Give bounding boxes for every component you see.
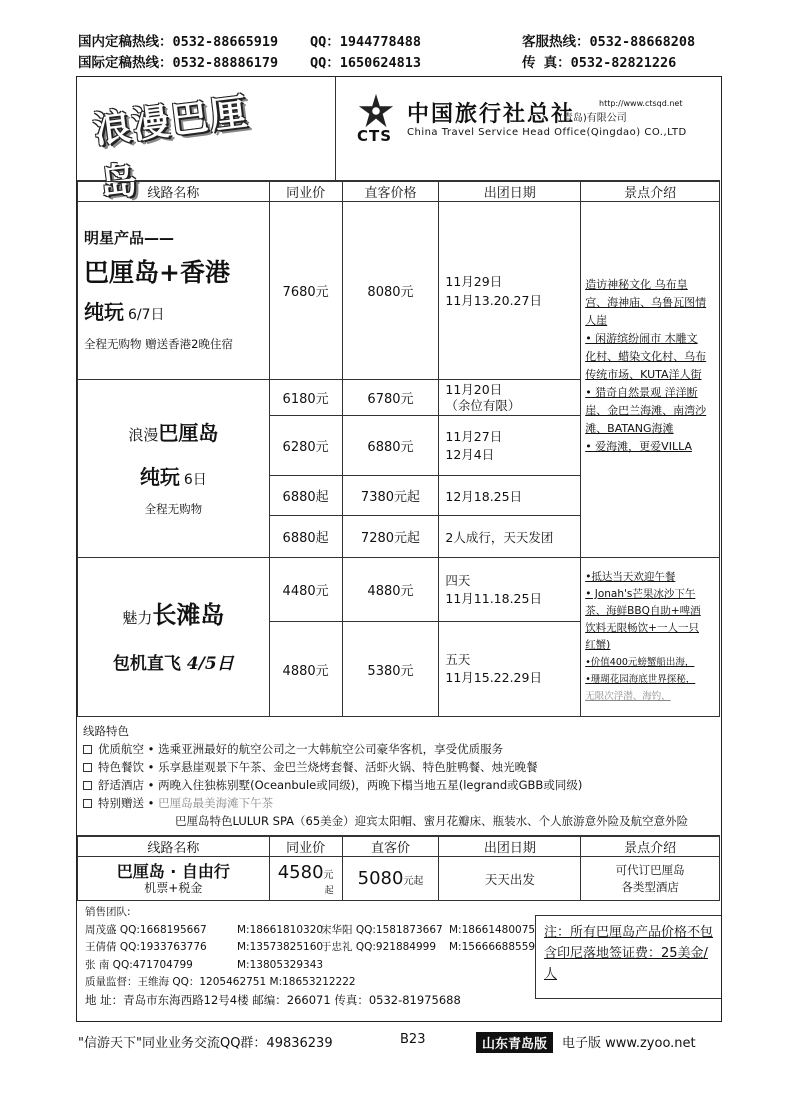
date-line: 11月20日 [445,381,503,397]
scenery-line: 可代订巴厘岛 [615,862,685,877]
route-days: 4/5日 [186,653,234,674]
edition-badge: 山东青岛版 [476,1032,553,1053]
banner-divider [335,77,336,181]
price-unit: 元起 [403,876,424,887]
route-boracay [78,558,270,717]
route-bali-free [78,857,270,901]
departure-dates: 2人成行，天天发团 [439,516,581,558]
scenery-line: 红蟹) [585,639,611,651]
cts-star-logo-icon [357,91,395,131]
header-scenery: 景点介绍 [581,837,720,857]
header-dates: 出团日期 [439,837,581,857]
scenery-line: 传统市场、KUTA洋人街 [585,368,702,381]
header-scenery: 景点介绍 [581,182,720,202]
checkbox-icon [83,781,92,790]
cts-logo-text: CTS [357,127,393,145]
route-name: 巴厘岛+香港 [84,257,230,287]
table-row [78,202,720,380]
date-line: 五天 [445,652,471,667]
route-days: 6日 [183,472,207,489]
service-hotline: 客服热线：0532-88668208 [522,34,696,50]
checkbox-icon [83,763,92,772]
route-tag: 明星产品—— [84,229,175,248]
features-title: 线路特色 [83,724,129,738]
page-number: B23 [400,1032,426,1047]
fax-number: 传 真：0532-82821226 [522,55,677,71]
header-trade-price: 同业价 [269,182,342,202]
trade-price: 6180元 [269,380,342,416]
departure-dates: 12月18.25日 [439,476,581,516]
scenery-line: 人崖 [585,314,608,327]
sales-mobile: M:15666688559 [449,941,536,953]
feature-item [83,740,714,758]
sales-contact: 张 南 QQ:471704799 [85,958,193,971]
scenery-description [581,558,720,717]
checkbox-icon [83,745,92,754]
direct-price: 7380元起 [342,476,439,516]
scenery-line: 茶、海鲜BBQ自助+啤酒 [585,605,701,617]
quality-supervisor: 质量监督：王维海 QQ：1205462751 M:18653212222 [85,976,356,988]
trade-price [269,857,342,901]
hotlines-header [78,32,728,74]
route-name-2: 纯玩 [84,300,124,325]
price-value: 4580 [277,861,324,883]
header-dates: 出团日期 [439,182,581,202]
route-features [77,718,720,836]
date-line: 四天 [445,572,471,588]
route-subtitle: 包机直飞 [112,653,181,674]
sales-contact: 周茂盛 QQ:1668195667 [85,923,207,936]
domestic-qq: QQ：1944778488 [310,34,422,50]
sales-mobile: M:18661810320 [237,923,324,936]
company-address: 地 址：青岛市东海西路12号4楼 邮编：266071 传真：0532-81975688 [85,992,461,1007]
free-travel-table [77,836,720,901]
departure-dates [439,558,581,622]
brochure-frame [76,76,722,1022]
scenery-line: 滩、BATANG海滩 [585,422,674,435]
date-line: 11月13.20.27日 [445,292,542,308]
departure-dates [439,622,581,717]
sales-title: 销售团队: [85,906,131,918]
table-row [78,558,720,622]
date-line: 11月15.22.29日 [445,670,542,685]
scenery-line: • 闲游缤纷闹市 木雕文 [585,332,698,345]
feature-text: 特色餐饮 • 乐享悬崖观景下午茶、金巴兰烧烤套餐、活虾火锅、特色脏鸭餐、烛光晚餐 [98,760,538,774]
price-value: 5080 [357,868,404,889]
direct-price: 6880元 [342,416,439,476]
scenery-line: 饮料无限畅饮+一人一只 [585,622,699,634]
main-price-table [77,181,720,717]
scenery-line: •价值400元螃蟹船出海， [585,657,695,668]
sales-mobile: M:13805329343 [237,958,324,971]
feature-item: 巴厘岛特色LULUR SPA（65美金）迎宾太阳帽、蜜月花瓣床、瓶装水、个人旅游意外险及航空意外险 [175,814,689,828]
date-line: 11月29日 [445,273,503,289]
sales-mobile: M:18661480075 [449,923,536,936]
route-name: 长滩岛 [152,600,225,630]
scenery-line: 宫、海神庙、乌鲁瓦图情 [585,296,707,309]
scenery-line: •珊瑚花园海底世界探秘， [585,674,696,685]
sales-contact: 于忠礼 QQ:921884999 [321,941,437,953]
trade-price: 4880元 [269,622,342,717]
departure-dates [439,202,581,380]
direct-price: 4880元 [342,558,439,622]
scenery-line: •抵达当天欢迎午餐 [585,571,676,583]
trade-price: 6880起 [269,516,342,558]
trade-price: 6880起 [269,476,342,516]
intl-hotline: 国际定稿热线：0532-88886179 [78,55,279,71]
scenery-line: • 爱海滩，更爱VILLA [585,440,692,453]
date-line: 12月4日 [445,446,495,462]
visa-notice [535,915,721,999]
departure-dates [439,380,581,416]
table-header-row [78,837,720,857]
route-days: 6/7日 [127,307,165,324]
notice-text: 注：所有巴厘岛产品价格不包含印尼落地签证费：25美金/人 [544,925,714,982]
scenery-description [581,857,720,901]
feature-text: 舒适酒店 • 两晚入住独栋别墅(Oceanbule或同级)，两晚下榻当地五星(legrand或GBB或同级) [98,778,583,792]
direct-price [342,857,439,901]
direct-price: 5380元 [342,622,439,717]
route-prefix: 浪漫 [128,426,159,445]
departure-dates [439,416,581,476]
company-name-en: China Travel Service Head Office(Qingdao) CO.,LTD [407,127,687,138]
route-bali-hongkong [78,202,270,380]
feature-item [83,776,714,794]
trade-price: 4480元 [269,558,342,622]
direct-price: 6780元 [342,380,439,416]
banner-title: 浪漫巴厘岛 [90,89,252,206]
header-direct-price: 直客价格 [342,182,439,202]
route-note: 全程无购物 [144,502,203,517]
domestic-hotline: 国内定稿热线：0532-88665919 [78,34,279,50]
scenery-line: • Jonah's芒果冰沙下午 [585,588,696,600]
route-subtitle: 机票+税金 [144,880,203,895]
feature-item [83,758,714,776]
sales-mobile: M:13573825160 [237,941,324,953]
table-row [78,857,720,901]
route-name: 巴厘岛 [158,421,219,446]
trade-price: 7680元 [269,202,342,380]
feature-item [83,794,714,812]
checkbox-icon [83,799,92,808]
route-name-2: 纯玩 [139,465,180,490]
feature-text: 优质航空 • 选乘亚洲最好的航空公司之一大韩航空公司豪华客机，享受优质服务 [98,742,504,756]
route-note: 全程无购物 赠送香港2晚住宿 [84,337,233,352]
departure-dates: 天天出发 [439,857,581,901]
scenery-line: • 猎奇自然景观 洋洋断 [585,386,698,399]
scenery-line: 崖、金巴兰海滩、南湾沙 [585,404,707,417]
scenery-line: 化村、蜡染文化村、乌布 [585,350,707,363]
price-suffix: 起 [324,885,334,896]
date-line: （余位有限） [445,397,521,413]
direct-price: 7280元起 [342,516,439,558]
direct-price: 8080元 [342,202,439,380]
route-prefix: 魅力 [122,609,153,628]
feature-text: 特别赠送 • [98,796,159,810]
page-footer [78,1032,720,1054]
trade-price: 6280元 [269,416,342,476]
header-route: 线路名称 [78,837,270,857]
scenery-line: 各类型酒店 [621,879,679,894]
company-url: http://www.ctsqd.net [599,99,683,108]
sales-contact: 宋华阳 QQ:1581873667 [321,923,443,936]
footer-qq-group: "信游天下"同业业务交流QQ群：49836239 [78,1036,333,1051]
header-route: 线路名称 [78,182,270,202]
header-direct-price: 直客价 [342,837,439,857]
scenery-line: 无限次浮潜、海钓， [585,691,671,702]
scenery-line: 造访神秘文化 乌布皇 [585,278,688,291]
header-trade-price: 同业价 [269,837,342,857]
price-unit: 元 [323,869,334,881]
route-bali [78,380,270,558]
feature-text: 巴厘岛最美海滩下午茶 [158,796,274,810]
footer-website: 电子版 www.zyoo.net [562,1036,696,1051]
scenery-description [581,202,720,558]
date-line: 11月27日 [445,428,503,444]
sales-contact: 王倩倩 QQ:1933763776 [85,941,207,953]
intl-qq: QQ：1650624813 [310,55,422,71]
date-line: 11月11.18.25日 [445,590,542,606]
route-name: 巴厘岛 · 自由行 [116,861,230,881]
company-name-sub: (青岛)有限公司 [559,113,627,124]
table-header-row [78,182,720,202]
company-name-cn: 中国旅行社总社 [407,101,576,127]
